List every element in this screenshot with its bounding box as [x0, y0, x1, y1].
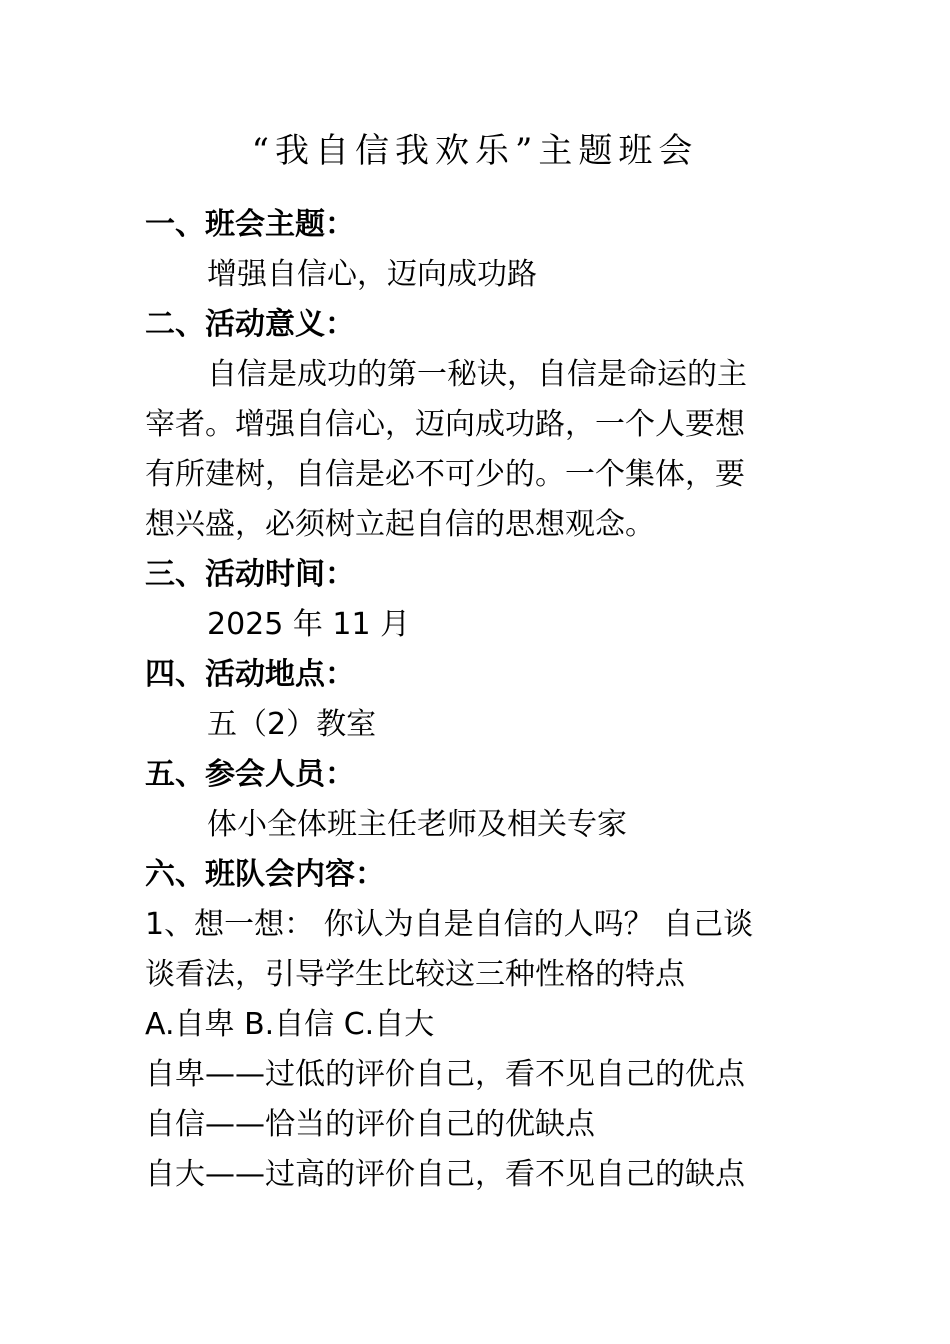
section-text-meaning-line: 自信是成功的第一秘诀，自信是命运的主	[207, 357, 747, 392]
section-heading-location: 四、活动地点：	[145, 657, 355, 692]
section-text-theme: 增强自信心，迈向成功路	[207, 257, 537, 292]
section-text-content-line: 谈看法，引导学生比较这三种性格的特点	[145, 957, 685, 992]
section-text-location: 五（2）教室	[207, 707, 377, 742]
section-heading-time: 三、活动时间：	[145, 557, 355, 592]
section-text-meaning-line: 宰者。增强自信心，迈向成功路，一个人要想	[145, 407, 745, 442]
section-text-content-line: 自大——过高的评价自己，看不见自己的缺点	[145, 1157, 745, 1192]
section-text-participants: 体小全体班主任老师及相关专家	[207, 807, 627, 842]
document-body	[145, 200, 795, 1200]
section-text-content-line: A.自卑 B.自信 C.自大	[145, 1007, 435, 1042]
document-title: “我自信我欢乐”主题班会	[251, 131, 699, 171]
section-heading-meaning: 二、活动意义：	[145, 307, 355, 342]
section-heading-participants: 五、参会人员：	[145, 757, 355, 792]
section-text-meaning-line: 有所建树，自信是必不可少的。一个集体，要	[145, 457, 745, 492]
section-text-meaning-line: 想兴盛，必须树立起自信的思想观念。	[145, 507, 655, 542]
section-text-content-line: 1、想一想： 你认为自是自信的人吗？ 自己谈	[145, 907, 754, 942]
section-heading-content: 六、班队会内容：	[145, 857, 385, 892]
section-text-content-line: 自信——恰当的评价自己的优缺点	[145, 1107, 595, 1142]
section-text-time: 2025 年 11 月	[207, 607, 411, 642]
section-heading-theme: 一、班会主题：	[145, 207, 355, 242]
section-text-content-line: 自卑——过低的评价自己，看不见自己的优点	[145, 1057, 745, 1092]
